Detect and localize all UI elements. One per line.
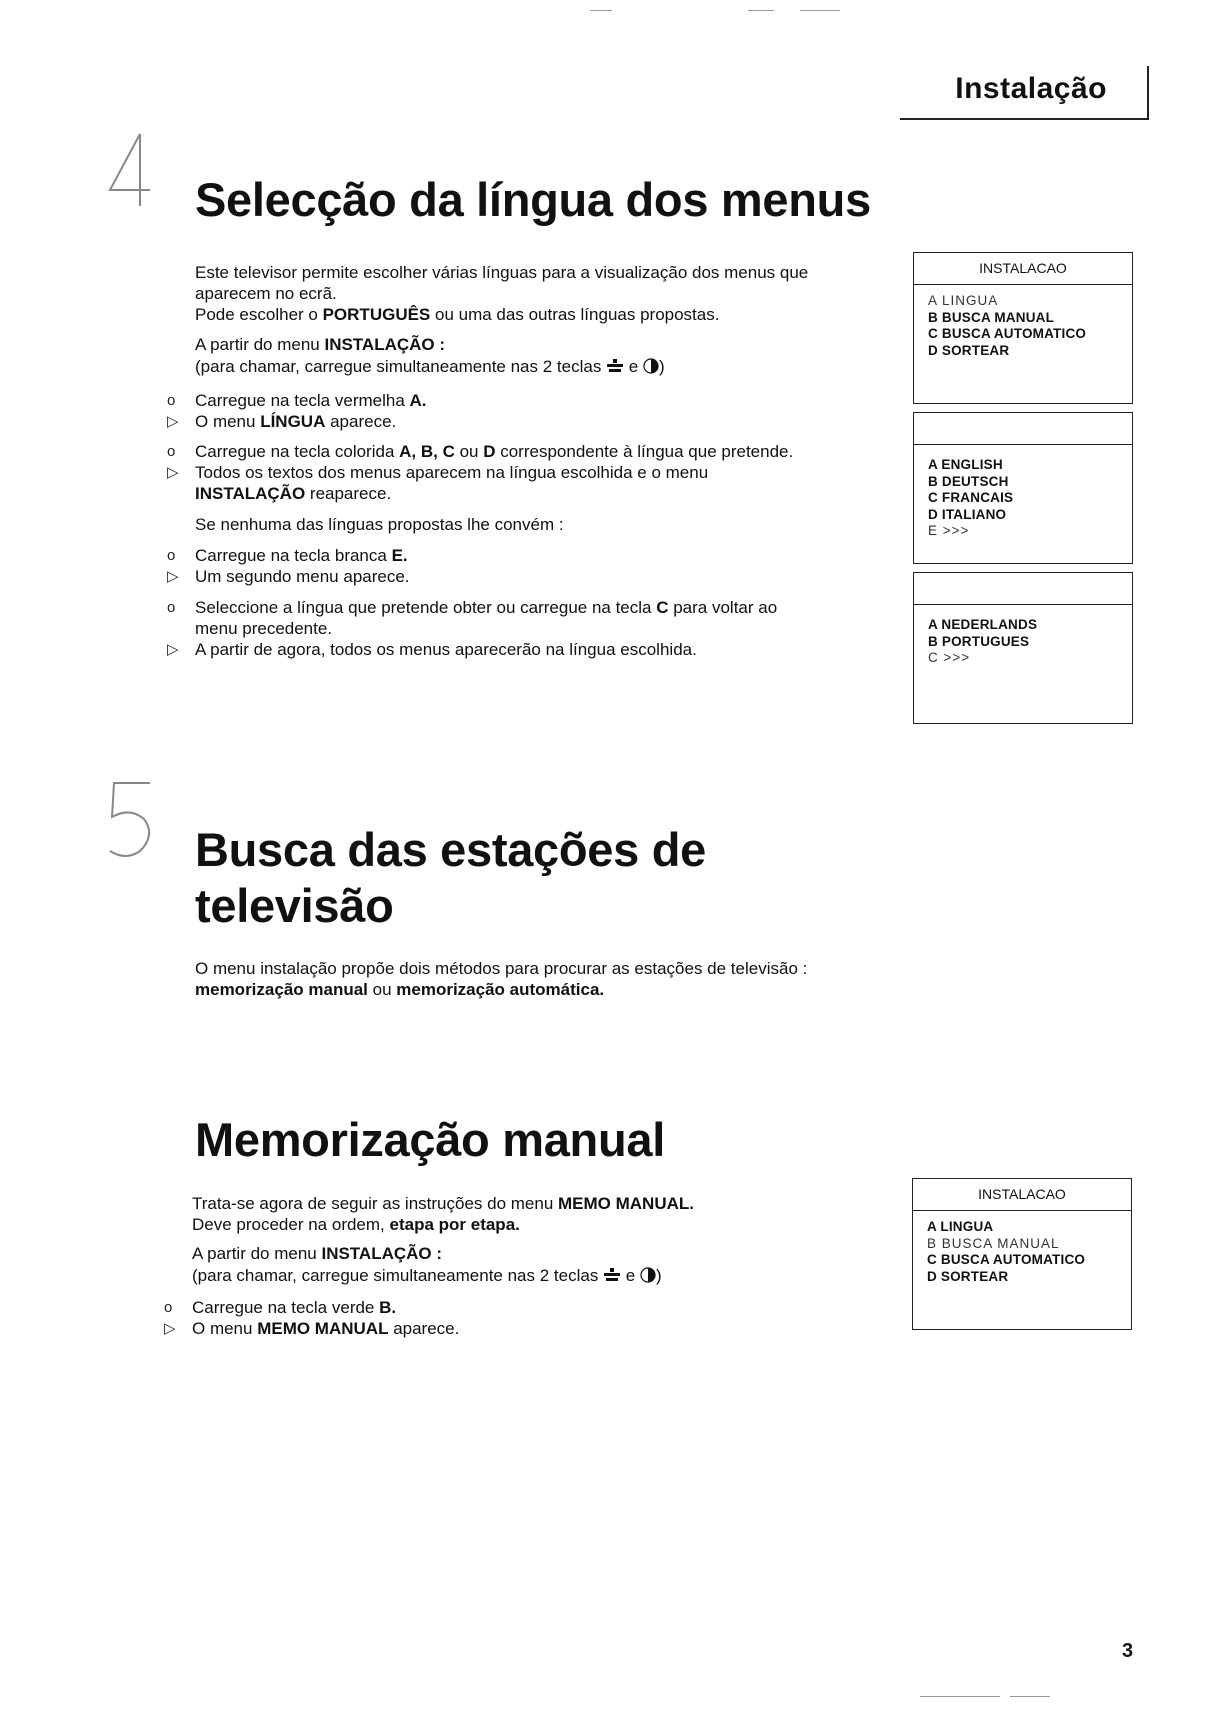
- result-marker: ▷: [167, 464, 179, 481]
- bold-text: etapa por etapa.: [389, 1215, 520, 1234]
- call-menu-line: (para chamar, carregue simultaneamente nas 2 teclas e ): [195, 357, 665, 376]
- step-marker: o: [167, 599, 176, 616]
- menu-item: C BUSCA AUTOMATICO: [928, 326, 1087, 341]
- menu-item: B BUSCA MANUAL: [927, 1235, 1060, 1251]
- text: aparece.: [325, 412, 397, 431]
- text: correspondente à língua que pretende.: [495, 442, 794, 461]
- bold-text: B.: [379, 1298, 397, 1317]
- menu-item: C BUSCA AUTOMATICO: [927, 1252, 1086, 1267]
- text: para voltar ao: [668, 598, 778, 617]
- text: reaparece.: [305, 484, 392, 503]
- menu-item: E >>>: [928, 523, 970, 538]
- intro-line-1: Este televisor permite escolher várias línguas para a visualização dos menus que: [195, 263, 809, 282]
- half-circle-key-icon: [643, 358, 659, 374]
- result-installation-reappears: [195, 483, 391, 504]
- step-press-white: [195, 545, 408, 566]
- screen-title: [914, 573, 1132, 605]
- bold-text: A.: [409, 391, 427, 410]
- teletext-key-icon: [606, 358, 624, 374]
- chapter-number-4: [100, 128, 170, 218]
- text: ou uma das outras línguas propostas.: [430, 305, 720, 324]
- half-circle-key-icon: [640, 1267, 656, 1283]
- text: aparece.: [388, 1319, 460, 1338]
- memo-call-line: (para chamar, carregue simultaneamente nas 2 teclas e ): [192, 1266, 662, 1285]
- result-marker: ▷: [164, 1320, 176, 1337]
- tv-screen-installation-2: [912, 1178, 1132, 1330]
- bold-text: INSTALAÇÃO: [195, 484, 306, 503]
- bold-text: INSTALAÇÃO :: [324, 335, 446, 354]
- step-marker: o: [164, 1299, 173, 1316]
- text: Carregue na tecla vermelha: [195, 391, 410, 410]
- text: e: [628, 357, 639, 376]
- screen-title: INSTALACAO: [914, 253, 1132, 285]
- scan-mark: [920, 1696, 1000, 1697]
- bold-text: INSTALAÇÃO :: [321, 1244, 443, 1263]
- section-title: Instalação: [955, 72, 1107, 105]
- intro-line-3: [195, 304, 719, 325]
- menu-item: A LINGUA: [927, 1219, 994, 1234]
- screen-menu: [914, 445, 1132, 540]
- result-texts-change: Todos os textos dos menus aparecem na língua escolhida e o menu: [195, 463, 709, 482]
- text: (para chamar, carregue simultaneamente nas 2 teclas: [192, 1266, 599, 1285]
- bold-text: PORTUGUÊS: [322, 305, 431, 324]
- bold-text: memorização manual: [195, 980, 368, 999]
- menu-item: D SORTEAR: [927, 1268, 1009, 1284]
- result-second-menu: Um segundo menu aparece.: [195, 567, 410, 586]
- screen-title: [914, 413, 1132, 445]
- result-memo-manual: [192, 1318, 459, 1339]
- menu-item: B PORTUGUES: [928, 633, 1030, 649]
- heading-language-selection: Selecção da língua dos menus: [195, 173, 871, 226]
- bold-text: LÍNGUA: [260, 412, 326, 431]
- step-press-colour: [195, 441, 793, 462]
- no-language-note: Se nenhuma das línguas propostas lhe convém :: [195, 515, 564, 534]
- menu-item: B DEUTSCH: [928, 473, 1009, 489]
- section-header: [900, 66, 1149, 120]
- text: Deve proceder na ordem,: [192, 1215, 390, 1234]
- bold-text: A, B, C: [399, 442, 455, 461]
- screen-menu: [913, 1211, 1131, 1285]
- text: A partir do menu: [195, 335, 325, 354]
- text: O menu: [195, 412, 261, 431]
- text: Carregue na tecla verde: [192, 1298, 380, 1317]
- text: (para chamar, carregue simultaneamente nas 2 teclas: [195, 357, 602, 376]
- scan-mark: [590, 10, 612, 11]
- menu-item: C >>>: [928, 650, 971, 665]
- result-all-menus: A partir de agora, todos os menus aparecerão na língua escolhida.: [195, 640, 697, 659]
- page-number: 3: [1122, 1640, 1134, 1662]
- bold-text: memorização automática.: [396, 980, 605, 999]
- text: Carregue na tecla branca: [195, 546, 392, 565]
- text: Trata-se agora de seguir as instruções do menu: [192, 1194, 559, 1213]
- memo-intro-2: [192, 1214, 520, 1235]
- menu-item: D SORTEAR: [928, 342, 1010, 358]
- scan-mark: [1010, 1696, 1050, 1697]
- tv-screen-languages-2: [913, 572, 1133, 724]
- heading-station-search-2: televisão: [195, 879, 394, 932]
- memo-intro-1: [192, 1193, 694, 1214]
- scan-mark: [800, 10, 840, 11]
- menu-item: A NEDERLANDS: [928, 617, 1038, 632]
- step-select-language-cont: menu precedente.: [195, 619, 333, 638]
- step-marker: o: [167, 547, 176, 564]
- text: Pode escolher o: [195, 305, 323, 324]
- result-menu-lingua: [195, 411, 396, 432]
- result-marker: ▷: [167, 568, 179, 585]
- text: A partir do menu: [192, 1244, 322, 1263]
- bold-text: C: [656, 598, 669, 617]
- menu-item: B BUSCA MANUAL: [928, 309, 1055, 325]
- tv-screen-languages-1: [913, 412, 1133, 564]
- bold-text: E.: [391, 546, 408, 565]
- menu-item: D ITALIANO: [928, 506, 1007, 522]
- intro-line-2: aparecem no ecrã.: [195, 284, 337, 303]
- step-press-green: [192, 1297, 396, 1318]
- menu-item: A LINGUA: [928, 293, 999, 308]
- bold-text: MEMO MANUAL: [257, 1319, 389, 1338]
- menu-item: C FRANCAIS: [928, 490, 1014, 505]
- memo-from-menu: [192, 1243, 442, 1264]
- menu-item: A ENGLISH: [928, 457, 1003, 472]
- search-methods-line-1: O menu instalação propõe dois métodos para procurar as estações de televisão :: [195, 959, 808, 978]
- step-select-language: [195, 597, 777, 618]
- text: Seleccione a língua que pretende obter ou carregue na tecla: [195, 598, 657, 617]
- step-press-red: [195, 390, 427, 411]
- step-marker: o: [167, 443, 176, 460]
- screen-title: INSTALACAO: [913, 1179, 1131, 1211]
- result-marker: ▷: [167, 641, 179, 658]
- bold-text: MEMO MANUAL.: [558, 1194, 694, 1213]
- heading-manual-memorization: Memorização manual: [195, 1113, 665, 1166]
- chapter-number-5: [100, 775, 170, 875]
- screen-menu: [914, 605, 1132, 667]
- text: O menu: [192, 1319, 258, 1338]
- scan-mark: [748, 10, 774, 11]
- text: ou: [454, 442, 484, 461]
- result-marker: ▷: [167, 413, 179, 430]
- step-marker: o: [167, 392, 176, 409]
- screen-menu: [914, 285, 1132, 359]
- tv-screen-installation: [913, 252, 1133, 404]
- text: ou: [367, 980, 397, 999]
- bold-text: D: [483, 442, 496, 461]
- from-menu-line: [195, 334, 445, 355]
- search-methods-line-2: [195, 979, 604, 1000]
- teletext-key-icon: [603, 1267, 621, 1283]
- text: e: [625, 1266, 636, 1285]
- heading-station-search-1: Busca das estações de: [195, 823, 706, 876]
- text: Carregue na tecla colorida: [195, 442, 400, 461]
